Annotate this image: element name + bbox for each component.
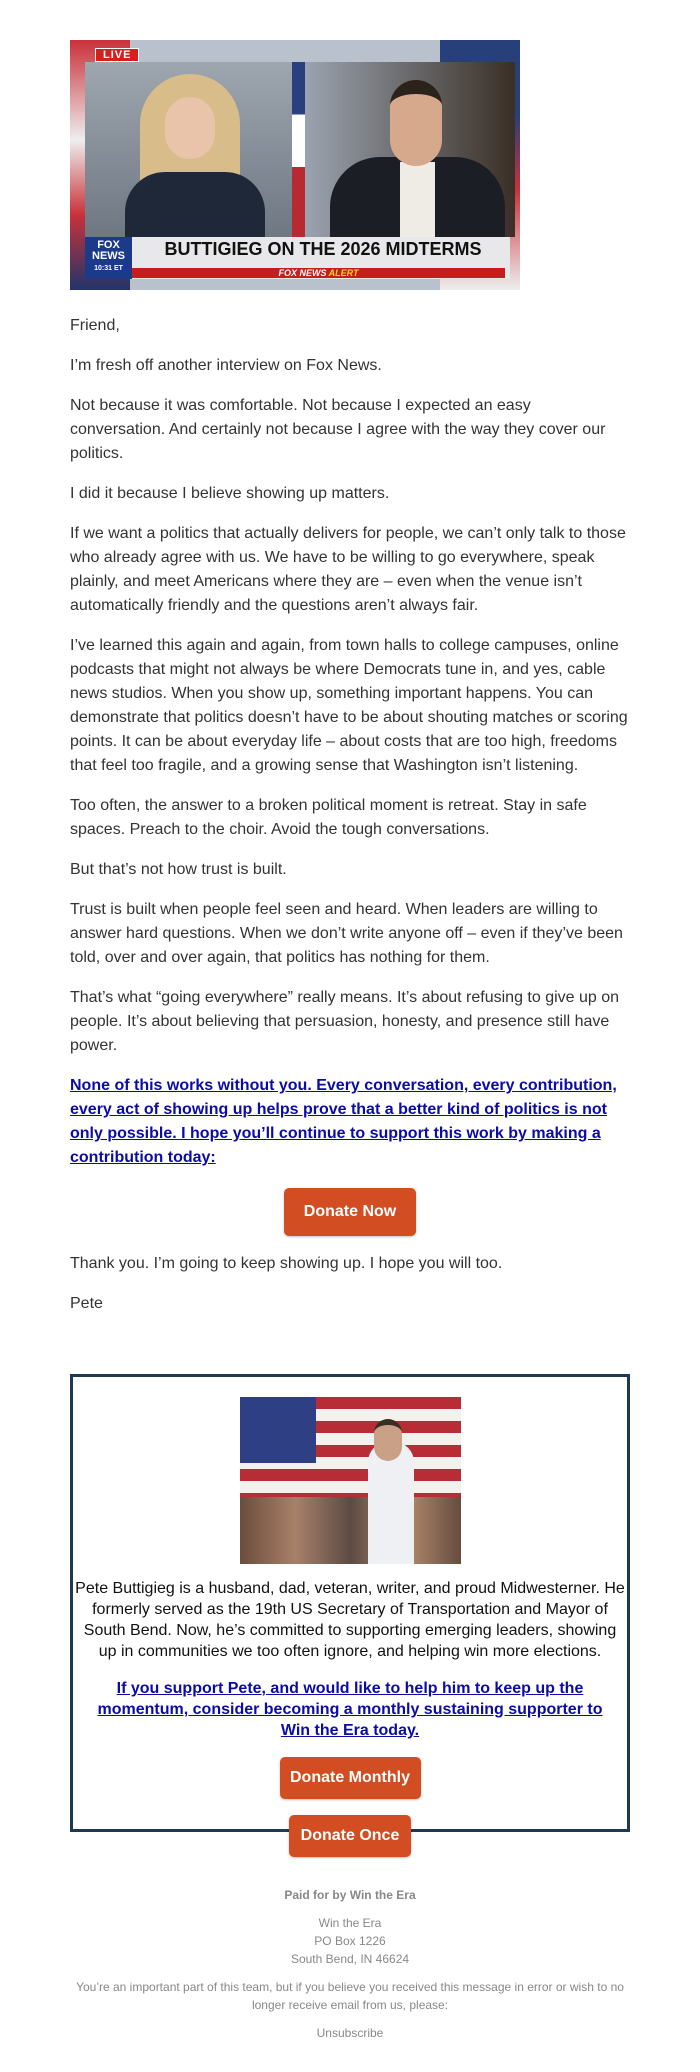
footer	[70, 1886, 630, 2042]
paragraph: I’m fresh off another interview on Fox News.	[70, 357, 382, 374]
monthly-supporter-link[interactable]: If you support Pete, and would like to help him to keep up the momentum, consider becoming a monthly sustaining supporter to Win the Era today.	[97, 1680, 603, 1739]
signature: Pete	[70, 1295, 103, 1312]
paragraph: I’ve learned this again and again, from town halls to college campuses, online podcasts that might not always be where Democrats tune in, and yes, cable news studios. When you show up, something important happens. You can demonstrate that politics doesn’t have to be about shouting matches or scoring points. It can be about everyday life – about costs that are too high, freedoms that feel too fragile, and a growing sense that Washington isn’t listening.	[70, 637, 628, 774]
bio-text: Pete Buttigieg is a husband, dad, veteran, writer, and proud Midwesterner. He formerly served as the 19th US Secretary of Transportation and Mayor of South Bend. Now, he’s committed to supporting emerging leaders, showing up in communities we too often ignore, and helping win more elections.	[75, 1580, 625, 1660]
paragraph: I did it because I believe showing up matters.	[70, 485, 390, 502]
live-badge: LIVE	[95, 48, 139, 62]
donate-once-button[interactable]: Donate Once	[289, 1815, 411, 1857]
paid-for-disclaimer: Paid for by Win the Era	[284, 1888, 416, 1902]
fox-news-logo: FOX NEWS 10:31 ET	[85, 237, 132, 279]
greeting: Friend,	[70, 317, 120, 334]
email-body	[70, 0, 630, 2042]
chyron-headline: BUTTIGIEG ON THE 2026 MIDTERMS	[164, 239, 482, 259]
donate-monthly-button[interactable]: Donate Monthly	[280, 1757, 421, 1799]
guest-panel	[305, 62, 515, 237]
host-panel	[85, 62, 292, 237]
alert-bar: FOX NEWS ALERT	[132, 268, 505, 278]
paragraph: Too often, the answer to a broken political moment is retreat. Stay in safe spaces. Preach to the choir. Avoid the tough conversations.	[70, 797, 587, 838]
mailing-address: Win the Era PO Box 1226 South Bend, IN 46624	[290, 1916, 410, 1966]
paragraph: Not because it was comfortable. Not because I expected an easy conversation. And certainly not because I agree with the way they cover our politics.	[70, 397, 606, 462]
contribution-link[interactable]: None of this works without you. Every conversation, every contribution, every act of showing up helps prove that a better kind of politics is not only possible. I hope you’ll continue to support this work by making a contribution today:	[70, 1077, 617, 1166]
bio-box	[70, 1374, 630, 1844]
unsubscribe-note: You’re an important part of this team, but if you believe you received this message in error or wish to no longer receive email from us, please:	[76, 1980, 624, 2012]
fox-news-interview-image	[70, 40, 520, 290]
paragraph: That’s what “going everywhere” really means. It’s about refusing to give up on people. It’s about believing that persuasion, honesty, and presence still have power.	[70, 989, 620, 1054]
paragraph: But that’s not how trust is built.	[70, 861, 287, 878]
letter	[70, 314, 630, 1316]
paragraph: If we want a politics that actually delivers for people, we can’t only talk to those who already agree with us. We have to be willing to go everywhere, speak plainly, and meet Americans where they are – even when the venue isn’t automatically friendly and the questions aren’t always fair.	[70, 525, 626, 614]
donate-now-button[interactable]: Donate Now	[284, 1188, 416, 1236]
pete-rally-photo	[240, 1397, 461, 1564]
paragraph: Trust is built when people feel seen and heard. When leaders are willing to answer hard questions. When we don’t write anyone off – even if they’ve been told, over and over again, that politics has nothing for them.	[70, 901, 623, 966]
closing: Thank you. I’m going to keep showing up. I hope you will too.	[70, 1255, 503, 1272]
unsubscribe-link[interactable]: Unsubscribe	[316, 2026, 384, 2040]
